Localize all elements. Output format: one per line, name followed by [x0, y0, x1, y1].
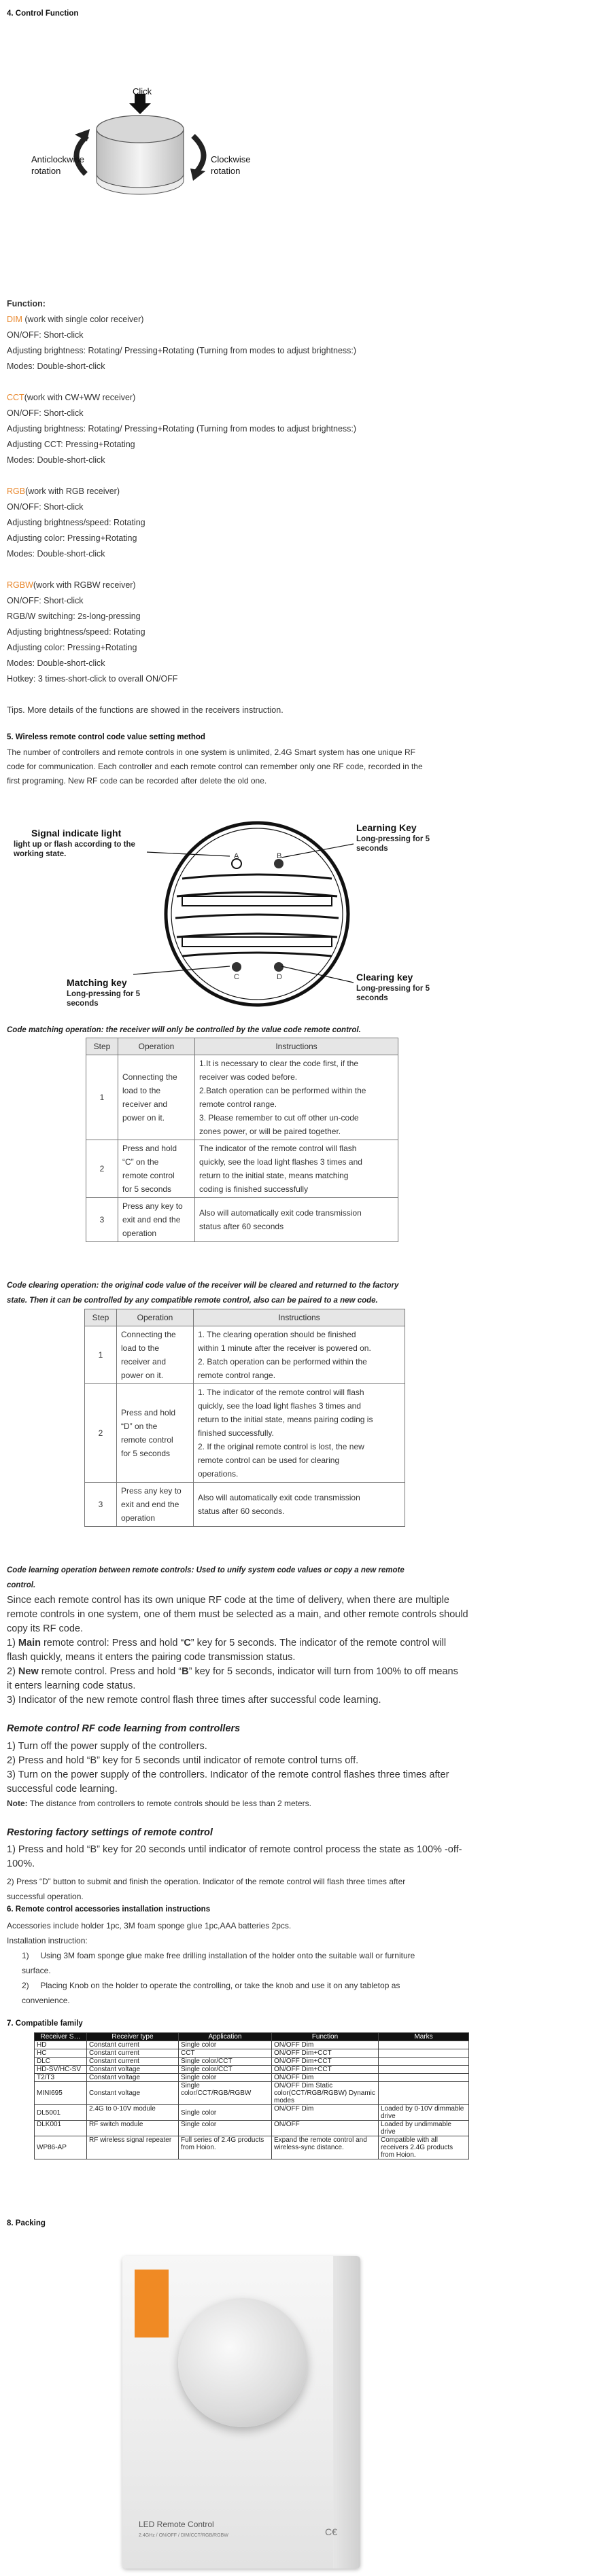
letter-b: B	[277, 852, 282, 860]
clearing-title: Code clearing operation: the original code value of the receiver will be cleared and returned to the factory state. Then it can be controlled by any compatible remote control, also can be paired to a new code.	[7, 1282, 399, 1305]
table-row: DLC Constant current Single color/CCT ON/OFF Dim+CCT	[35, 2058, 469, 2066]
function-title: Function:	[7, 299, 46, 308]
matching-table: Step Operation Instructions 1 Connecting the load to the receiver and power on it. 1.It is necessary to clear the code first, if the receiver was coded before. 2.Batch operation can be performed within the remote control range. 3. Please remember to cut off other un-code zones power, or will be paired together. 2 Press and hold “C” on the remote control for 5 seconds The indicator of the remote control will flash quickly, see the load light flashes 3 times and return to the initial state, means matching coding is finished successfully 3 Press any key to exit and end the operation Also will automatically exit code transmission status after 60 seconds	[86, 1038, 398, 1242]
section-7-title: 7. Compatible family	[7, 2019, 83, 2028]
letter-c: C	[234, 973, 239, 981]
signal-light-desc: light up or flash according to the working state.	[14, 841, 135, 858]
packing-box-image: LED Remote Control 2.4GHz / ON/OFF / DIM/CCT/RGB/RGBW C€	[122, 2256, 360, 2569]
click-label: Click	[133, 86, 152, 96]
table-row: T2/T3 Constant voltage Single color ON/OFF Dim	[35, 2074, 469, 2082]
rf-note: Note: The distance from controllers to remote controls should be less than 2 meters.	[7, 1799, 311, 1808]
clearing-key-title: Clearing key	[356, 972, 413, 983]
box-product-name: LED Remote Control	[139, 2520, 214, 2529]
section-8-title: 8. Packing	[7, 2219, 46, 2227]
section-4-title: 4. Control Function	[7, 10, 79, 18]
table-row: 2 Press and hold “D” on the remote control for 5 seconds 1. The indicator of the remote control will flash quickly, see the load light flashes 3 times and return to the initial state, means pairing coding is finished successfully. 2. If the original remote control is lost, the new remote control can be used for clearing operations.	[85, 1384, 405, 1483]
accessories-text: Accessories include holder 1pc, 3M foam sponge glue 1pc,AAA batteries 2pcs. Installation instruction: 1) Using 3M foam sponge glue make free drilling installation of the holder onto the suitable wall or furniture surface. 2) Placing Knob on the holder to operate the controlling, or take the knob and use it on any tabletop as convenience.	[7, 1921, 415, 2005]
clearing-key-desc: Long-pressing for 5 seconds	[356, 985, 430, 1002]
learning-key-title: Learning Key	[356, 822, 417, 833]
clockwise-label: Clockwise rotation	[211, 154, 251, 176]
table-row: MINI695 Constant voltage Single color/CCT/RGB/RGBW ON/OFF Dim Static color(CCT/RGB/RGBW) Dynamic modes	[35, 2082, 469, 2105]
table-row: HC Constant current CCT ON/OFF Dim+CCT	[35, 2049, 469, 2058]
learning-title: Code learning operation between remote controls: Used to unify system code values or copy a new remote control.	[7, 1566, 405, 1589]
box-product-subtitle: 2.4GHz / ON/OFF / DIM/CCT/RGB/RGBW	[139, 2533, 228, 2538]
table-row: DL5001 2.4G to 0-10V module Single color ON/OFF Dim Loaded by 0-10V dimmable drive	[35, 2105, 469, 2121]
matching-title: Code matching operation: the receiver will only be controlled by the value code remote control.	[7, 1026, 361, 1034]
section-6-title: 6. Remote control accessories installation instructions	[7, 1905, 211, 1913]
compatible-family-table: Receiver S… Receiver type Application Function Marks HD Constant current Single color ON/OFF Dim HC Constant current CCT ON/OFF Dim+CCT DLC Constant current Single color/CCT ON/OFF Dim+CCT HD-SV/HC-SV Constant voltage Single color/CCT ON/OFF Dim+CCT T2/T3 Constant voltage Single color ON/OFF Dim MINI695 Constant voltage Single color/CCT/RGB/RGBW ON/OFF Dim Static color(CCT/RGB/RGBW) Dynamic modes DL5001 2.4G to 0-10V module Single color ON/OFF Dim Loaded by 0-10V dimmable drive DLK001 RF switch module Single color ON/OFF Loaded by undimmable drive WP86-AP RF wireless signal repeater Full series of 2.4G products from Hoion. Expand the remote control and wireless-sync distance. Compatible with all receivers 2.4G products from Hoion.	[34, 2032, 469, 2159]
table-row: 3 Press any key to exit and end the operation Also will automatically exit code transmission status after 60 seconds.	[85, 1483, 405, 1527]
anticlockwise-label: Anticlockwise rotation	[31, 154, 85, 176]
section-5-paragraph: The number of controllers and remote controls in one system is unlimited, 2.4G Smart system has one unique RF code for communication. Each controller and each remote control can remember only one RF code, recorded in the first programing. New RF code can be recorded after delete the old one.	[7, 747, 423, 786]
function-list: Function: DIM (work with single color receiver) ON/OFF: Short-click Adjusting brightness: Rotating/ Pressing+Rotating (Turning from modes to adjust brightness:) Modes: Double-short-click CCT(work with CW+WW receiver) ON/OFF: Short-click Adjusting brightness: Rotating/ Pressing+Rotating (Turning from modes to adjust brightness:) Adjusting CCT: Pressing+Rotating Modes: Double-short-click RGB(work with RGB receiver) ON/OFF: Short-click Adjusting brightness/speed: Rotating Adjusting color: Pressing+Rotating Modes: Double-short-click RGBW(work with RGBW receiver) ON/OFF: Short-click RGB/W switching: 2s-long-pressing Adjusting brightness/speed: Rotating Adjusting color: Pressing+Rotating Modes: Double-short-click Hotkey: 3 times-short-click to overall ON/OFF Tips. More details of the functions are showed in the receivers instruction.	[7, 296, 591, 718]
clearing-table: Step Operation Instructions 1 Connecting the load to the receiver and power on it. 1. The clearing operation should be finished within 1 minute after the receiver is powered on. 2. Batch operation can be performed within the remote control range. 2 Press and hold “D” on the remote control for 5 seconds 1. The indicator of the remote control will flash quickly, see the load light flashes 3 times and return to the initial state, means pairing coding is finished successfully. 2. If the original remote control is lost, the new remote control can be used for clearing operations. 3 Press any key to exit and end the operation Also will automatically exit code transmission status after 60 seconds.	[84, 1309, 405, 1527]
learning-key-desc: Long-pressing for 5 seconds	[356, 835, 430, 853]
letter-a: A	[234, 852, 239, 860]
factory-reset-step-1: 1) Press and hold “B” key for 20 seconds until indicator of remote control process the state as 100% -off- 100%.	[7, 1844, 462, 1869]
knob-rotation-illustration	[27, 87, 252, 206]
table-row: HD-SV/HC-SV Constant voltage Single color/CCT ON/OFF Dim+CCT	[35, 2066, 469, 2074]
learning-paragraph: Since each remote control has its own unique RF code at the time of delivery, when there are multiple remote controls in one system, one of them must be selected as a main, and other remote controls should copy its RF code. 1) Main remote control: Press and hold “C” key for 5 seconds. The indicator of the remote control will flash quickly, means it enters the pairing code transmission status. 2) New remote control. Press and hold “B” key for 5 seconds, indicator will turn from 100% to off means it enters learning code status. 3) Indicator of the new remote control flash three times after successful code learning.	[7, 1595, 468, 1706]
table-row: 1 Connecting the load to the receiver and power on it. 1. The clearing operation should be finished within 1 minute after the receiver is powered on. 2. Batch operation can be performed within the remote control range.	[85, 1326, 405, 1384]
rf-learning-steps: 1) Turn off the power supply of the controllers. 2) Press and hold “B” key for 5 seconds until indicator of remote control turns off. 3) Turn on the power supply of the controllers. Indicator of the remote control flashes three times after successful code learning.	[7, 1741, 449, 1795]
table-row: 2 Press and hold “C” on the remote control for 5 seconds The indicator of the remote control will flash quickly, see the load light flashes 3 times and return to the initial state, means matching coding is finished successfully	[86, 1140, 398, 1198]
signal-light-title: Signal indicate light	[31, 828, 122, 839]
table-row: WP86-AP RF wireless signal repeater Full series of 2.4G products from Hoion. Expand the remote control and wireless-sync distance. Compatible with all receivers 2.4G products from Hoion.	[35, 2136, 469, 2159]
table-row: HD Constant current Single color ON/OFF Dim	[35, 2041, 469, 2049]
factory-reset-step-2: 2) Press “D” button to submit and finish the operation. Indicator of the remote control will flash three times after successful operation.	[7, 1877, 406, 1901]
matching-key-desc: Long-pressing for 5 seconds	[67, 990, 140, 1008]
factory-reset-title: Restoring factory settings of remote control	[7, 1827, 213, 1838]
table-row: 1 Connecting the load to the receiver and power on it. 1.It is necessary to clear the code first, if the receiver was coded before. 2.Batch operation can be performed within the remote control range. 3. Please remember to cut off other un-code zones power, or will be paired together.	[86, 1055, 398, 1140]
matching-key-title: Matching key	[67, 977, 127, 988]
table-row: DLK001 RF switch module Single color ON/OFF Loaded by undimmable drive	[35, 2121, 469, 2136]
table-row: 3 Press any key to exit and end the operation Also will automatically exit code transmission status after 60 seconds	[86, 1198, 398, 1242]
tips-text: Tips. More details of the functions are showed in the receivers instruction.	[7, 705, 284, 715]
letter-d: D	[277, 973, 282, 981]
rf-learning-title: Remote control RF code learning from controllers	[7, 1723, 241, 1734]
section-5-title: 5. Wireless remote control code value setting method	[7, 733, 205, 741]
